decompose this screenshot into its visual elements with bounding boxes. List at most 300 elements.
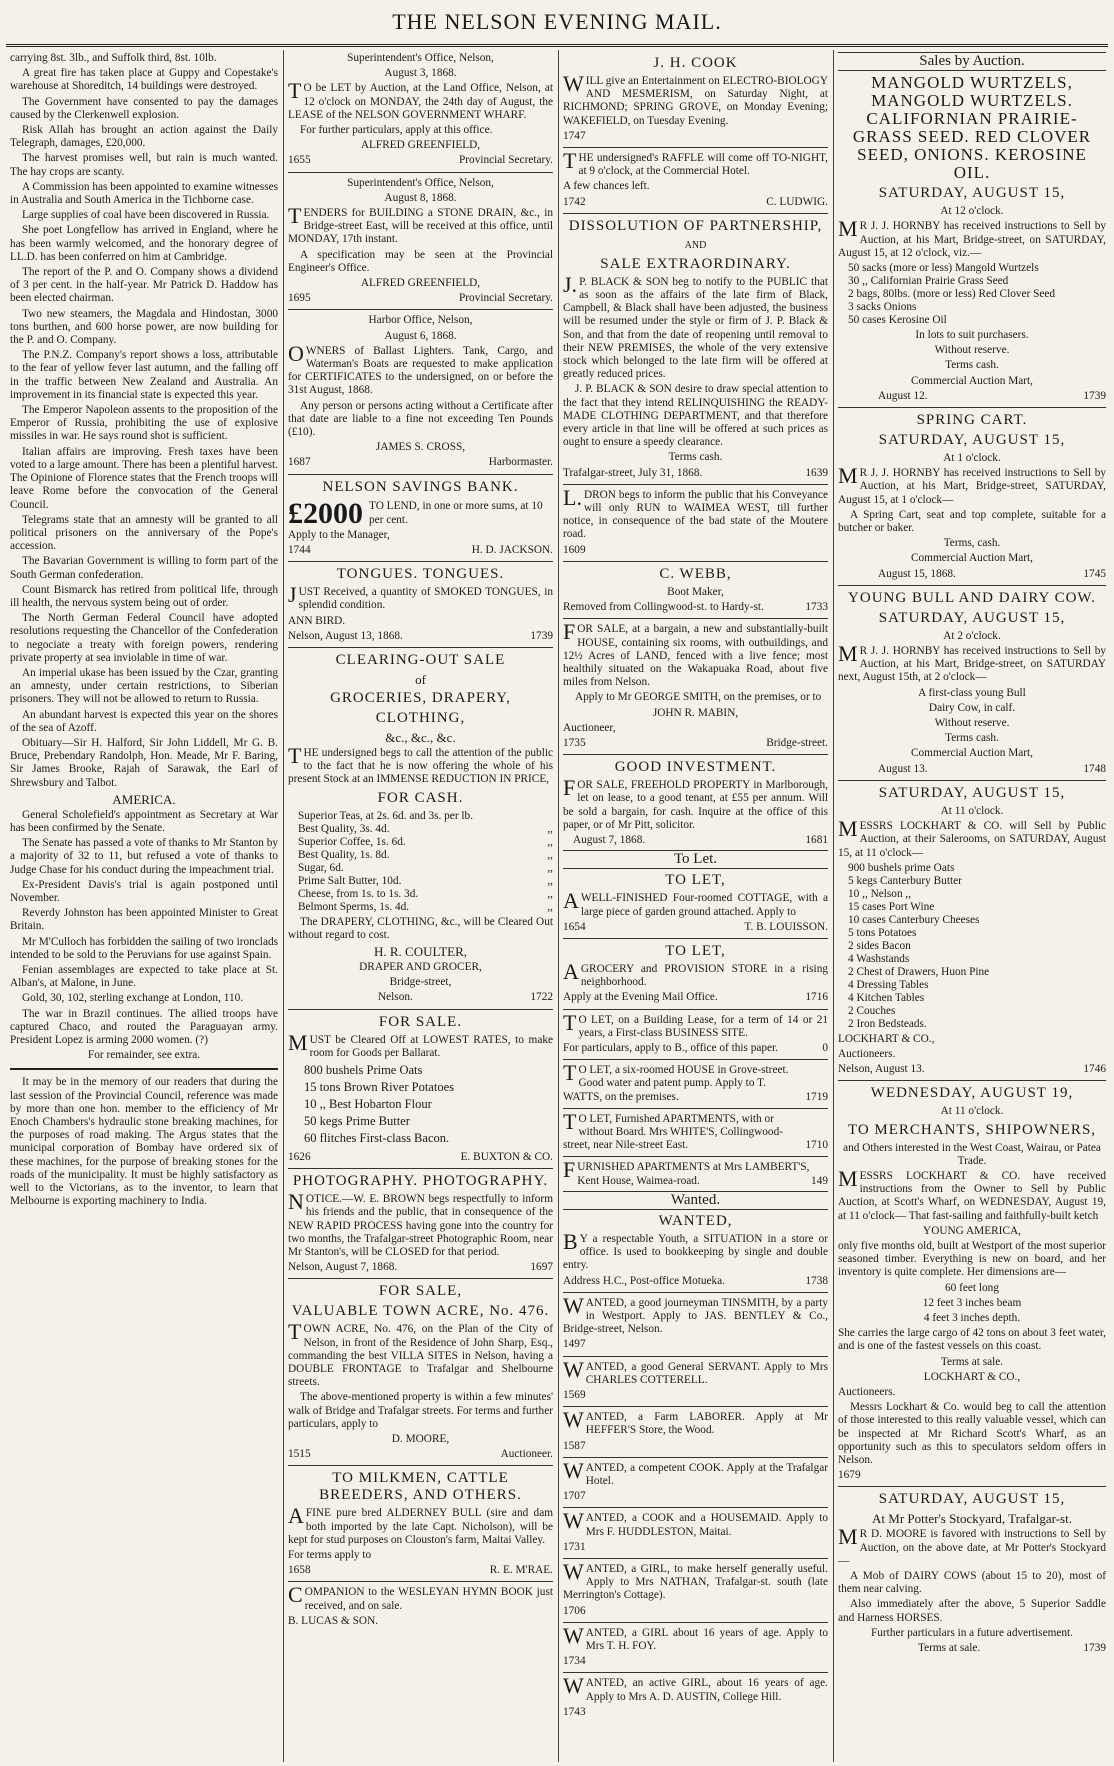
- ditto-mark: ,,: [547, 822, 553, 835]
- ad-number: 1706: [563, 1604, 586, 1617]
- ad-subheading: &c., &c., &c.: [385, 729, 456, 745]
- for-sale-ad: [288, 1014, 553, 1165]
- divider: [288, 1278, 553, 1279]
- ad-heading: TO LET,: [665, 942, 726, 959]
- sale-time: At 1 o'clock.: [943, 452, 1001, 465]
- editorial: It may be in the memory of our readers that during the last session of the Provincial Council, reference was made by more than one hon. member to the efficiency of Mr Enoch Chambers's hydraulic stone breaking machines, for the purposes of road making. The Argus states that the municipal corporation of Bombay have ordered six of these machines, for the purpose of breaking stones for the roads of the municipality. It must be highly satisfactory as well to the Victorians, as to the inventor, to learn that Melbourne is exporting machinery to India.: [10, 1076, 278, 1208]
- ad-body: MESSRS LOCKHART & CO. will Sell by Public Auction, at their Salerooms, on SATURDAY, August 15, at 11 o'clock—: [838, 816, 1106, 859]
- ad-number: 1748: [1083, 762, 1106, 775]
- news-item: The Government have consented to pay the damages caused by the Clerkenwell explosion.: [10, 95, 278, 121]
- lot-item: 2 Chest of Drawers, Huon Pine: [848, 965, 990, 978]
- photography-ad: [288, 1173, 553, 1274]
- ad-date: Trafalgar-street, July 31, 1868.: [563, 466, 703, 479]
- ad-date: August 8, 1868.: [384, 191, 457, 204]
- ad-subheading: FOR CASH.: [377, 789, 464, 806]
- ad-date: August 15, 1868.: [878, 567, 956, 580]
- ad-number: 1747: [563, 129, 586, 142]
- ad-number: 1716: [805, 991, 828, 1004]
- ad-signature: B. LUCAS & SON.: [288, 1614, 379, 1627]
- lot-item: 4 Dressing Tables: [848, 978, 929, 991]
- news-item: Fenian assemblages are expected to take place at St. Alban's, at Malone, in June.: [10, 964, 278, 990]
- lot-item: 3 sacks Onions: [848, 301, 917, 314]
- ad-body: MUST be Cleared Off at LOWEST RATES, to make room for Goods per Ballarat.: [288, 1029, 553, 1059]
- ad-body: AFINE pure bred ALDERNEY BULL (sire and dam both imported by the late Capt. Nicholson), will be kept for stud purposes on Clouston's farm, Maitai Valley.: [288, 1503, 553, 1546]
- harbor-ad: [288, 314, 553, 469]
- price-item: Sugar, 6d.: [298, 861, 344, 874]
- ad-number: 1745: [1083, 567, 1106, 580]
- news-item: Telegrams state that an amnesty will be granted to all political prisoners on the anniversary of the Pope's accession.: [10, 513, 278, 553]
- ad-body: TO LEND, in one or more sums, at 10 per cent.: [369, 500, 543, 526]
- ship-dimension: 4 feet 3 inches depth.: [923, 1311, 1021, 1324]
- ditto-mark: ,,: [547, 900, 553, 913]
- masthead: THE NELSON EVENING MAIL.: [392, 9, 722, 34]
- ad-terms: Terms cash.: [945, 732, 999, 745]
- lot-item: Also immediately after the above, 5 Superior Saddle and Harness HORSES.: [838, 1598, 1106, 1624]
- ad-mart: Commercial Auction Mart,: [910, 374, 1034, 387]
- ad-date: August 3, 1868.: [384, 67, 457, 80]
- ad-signature: C. LUDWIG.: [766, 195, 828, 208]
- ad-number: 1626: [288, 1150, 311, 1163]
- ketch-sale-ad: [838, 1085, 1106, 1482]
- lot-item: 2 bags, 80lbs. (more or less) Red Clover Seed: [848, 288, 1056, 301]
- ad-office: Superintendent's Office, Nelson,: [347, 52, 494, 64]
- ad-number: 0: [822, 1041, 828, 1054]
- divider: [288, 474, 553, 475]
- dissolution-ad: [563, 218, 828, 480]
- price-item: Prime Salt Butter, 10d.: [298, 874, 402, 887]
- divider: [288, 561, 553, 562]
- lot-item: 2 sides Bacon: [848, 939, 911, 952]
- wanted-ad: [563, 1673, 828, 1719]
- ad-body: MESSRS LOCKHART & CO. have received instructions from the Owner to Sell by Public Auction, at Scott's Wharf, on WEDNESDAY, August 19, at 11 o'clock— That fast-sailing and faithfully-built ketch: [838, 1165, 1106, 1222]
- ad-signature: LOCKHART & CO.,: [923, 1370, 1021, 1383]
- divider: [563, 1558, 828, 1559]
- ad-mart: Commercial Auction Mart,: [910, 747, 1034, 760]
- ad-body: TOWN ACRE, No. 476, on the Plan of the City of Nelson, in front of the Residence of John Sharp, Esq., commanding the best VILLA SITES in Nelson, having a DOUBLE FRONTAGE to Trafalgar and Shelbourne streets.: [288, 1319, 553, 1389]
- news-item: General Scholefield's appointment as Secretary at War has been confirmed by the Senate.: [10, 808, 278, 834]
- ad-number: 1738: [805, 1274, 828, 1287]
- price-item: Superior Coffee, 1s. 6d.: [298, 835, 406, 848]
- ad-heading: SPRING CART.: [916, 412, 1028, 429]
- ad-signature: H. R. COULTER,: [373, 943, 468, 959]
- furnished-apartments-ad: [563, 1157, 828, 1187]
- ad-number: 1497: [563, 1338, 586, 1351]
- ad-body: WANTED, a good General SERVANT. Apply to Mrs CHARLES COTTERELL.: [563, 1356, 828, 1386]
- column-rule: [283, 50, 284, 1762]
- sale-day: SATURDAY, AUGUST 15,: [878, 185, 1066, 202]
- ad-more: Without reserve.: [934, 344, 1010, 357]
- ad-more: Further particulars in a future advertisement.: [870, 1626, 1073, 1639]
- lot-item: A first-class young Bull: [918, 686, 1026, 699]
- ad-more: Apply to the Manager,: [288, 528, 390, 541]
- ad-heading: WANTED,: [658, 1213, 733, 1229]
- lot-item: 4 Washstands: [848, 952, 910, 965]
- divider: [563, 1622, 828, 1623]
- ad-date: August 6, 1868.: [384, 329, 457, 342]
- ad-body: WANTED, a GIRL, to make herself generally useful. Apply to Mrs NATHAN, Trafalgar-st. south (late Merrington's Cottage).: [563, 1559, 828, 1602]
- ad-body: AWELL-FINISHED Four-roomed COTTAGE, with a large piece of garden ground attached. Apply to: [563, 888, 828, 918]
- divider: [563, 754, 828, 755]
- divider: [563, 1059, 828, 1060]
- sale-day: SATURDAY, AUGUST 15,: [878, 432, 1066, 449]
- sale-time: At 11 o'clock.: [940, 1105, 1004, 1118]
- ad-subheading: of: [415, 671, 426, 687]
- ad-subheading: and Others interested in the West Coast, Wairau, or Patea Trade.: [843, 1141, 1101, 1167]
- lot-item: 5 kegs Canterbury Butter: [848, 874, 962, 887]
- ad-signature: ANN BIRD.: [288, 614, 346, 627]
- stock-item: 50 kegs Prime Butter: [304, 1113, 410, 1128]
- lot-item: 10 cases Canterbury Cheeses: [848, 913, 980, 926]
- ad-body: WANTED, a competent COOK. Apply at the Trafalgar Hotel.: [563, 1457, 828, 1488]
- divider: [563, 561, 828, 562]
- to-let-section-heading: To Let.: [563, 850, 828, 869]
- divider: [563, 1406, 828, 1407]
- ad-number: 149: [811, 1174, 828, 1187]
- divider: [563, 1507, 828, 1508]
- ad-heading: DISSOLUTION OF PARTNERSHIP,: [568, 217, 823, 234]
- column-ads-2: [288, 52, 553, 1760]
- ad-more: For particulars, apply to B., office of this paper.: [563, 1041, 779, 1054]
- ad-number: 1587: [563, 1439, 586, 1452]
- milkmen-ad: [288, 1470, 553, 1577]
- ad-title: Auctioneers.: [838, 1385, 896, 1398]
- ad-body: Removed from Collingwood-st. to Hardy-st.: [563, 601, 764, 614]
- news-item: The Senate has passed a vote of thanks to Mr Stanton by a majority of 32 to 11, but refused a vote of thanks to Judge Chase for his conduct during the impeachment trial.: [10, 837, 278, 876]
- cook-ad: [563, 55, 828, 143]
- ditto-mark: ,,: [547, 861, 553, 874]
- news-item: The Emperor Napoleon assents to the proposition of the Emperor of Russia, prohibiting the use of explosive missiles in war. He says round shot is sufficient.: [10, 404, 278, 443]
- divider: [10, 1068, 278, 1070]
- ad-body: WANTED, a COOK and a HOUSEMAID. Apply to Mrs F. HUDDLESTON, Maitai.: [563, 1508, 828, 1538]
- price-item: Superior Teas, at 2s. 6d. and 3s. per lb.: [298, 809, 474, 822]
- wanted-ad: [563, 1356, 828, 1403]
- ad-body: She carries the large cargo of 42 tons on about 3 feet water, and is one of the fastest vessels on this coast.: [838, 1327, 1106, 1353]
- ad-signature: H. D. JACKSON.: [471, 543, 553, 556]
- ditto-mark: ,,: [547, 874, 553, 887]
- to-let-store-ad: [563, 943, 828, 1005]
- ad-body: TO be LET by Auction, at the Land Office, Nelson, at 12 o'clock on MONDAY, the 24th day of August, the LEASE of the NELSON GOVERNMENT WHARF.: [288, 78, 553, 121]
- divider: [563, 484, 828, 485]
- ad-office: Superintendent's Office, Nelson,: [347, 176, 494, 189]
- lot-item: 900 bushels prime Oats: [848, 861, 955, 874]
- ad-signature: JAMES S. CROSS,: [375, 441, 466, 454]
- ad-heading: TONGUES. TONGUES.: [336, 566, 505, 583]
- ad-body: J. P. BLACK & SON desire to draw special attention to the fact that they intend RELINQUISHING the READY-MADE CLOTHING DEPARTMENT, and that therefore every article in that line will be offered at such prices as ought to ensure a speedy clearance.: [563, 383, 828, 449]
- ad-mart: Commercial Auction Mart,: [910, 552, 1034, 565]
- ad-number: 1609: [563, 543, 586, 556]
- divider: [288, 647, 553, 648]
- ad-number: 1735: [563, 736, 586, 749]
- lot-item: 30 ,, Californian Prairie Grass Seed: [848, 275, 1009, 288]
- raffle-ad: [563, 148, 828, 209]
- remainder-note: For remainder, see extra.: [87, 1049, 201, 1062]
- news-item: carrying 8st. 3lb., and Suffolk third, 8st. 10lb.: [10, 52, 217, 64]
- auctions-section-heading: Sales by Auction.: [838, 52, 1106, 71]
- bull-cow-ad: [838, 590, 1106, 776]
- ad-street: Bridge-street,: [389, 976, 452, 989]
- ad-trade: Boot Maker,: [667, 585, 724, 598]
- dairy-cows-sale-ad: [838, 1491, 1106, 1655]
- wanted-ad: [563, 1622, 828, 1669]
- ad-body: MR J. J. HORNBY has received instructions to Sell by Auction, at his Mart, Bridge-street, SATURDAY, August 15, at 1 o'clock—: [838, 463, 1106, 506]
- ad-more: For terms apply to: [288, 1549, 372, 1561]
- ditto-mark: ,,: [547, 835, 553, 848]
- ad-date: August 12.: [878, 389, 928, 402]
- wanted-ad: [563, 1559, 828, 1618]
- news-item: Reverdy Johnston has been appointed Minister to Great Britain.: [10, 907, 278, 933]
- ad-number: 1734: [563, 1655, 586, 1668]
- ship-name: YOUNG AMERICA,: [923, 1224, 1021, 1237]
- lot-item: Dairy Cow, in calf.: [928, 701, 1016, 714]
- masthead-rule: [6, 44, 1108, 47]
- lot-item: 4 Kitchen Tables: [848, 991, 925, 1004]
- ad-heading: PHOTOGRAPHY. PHOTOGRAPHY.: [292, 1173, 549, 1190]
- ship-dimension: 12 feet 3 inches beam: [922, 1296, 1022, 1309]
- ad-subheading: AND: [684, 239, 707, 251]
- news-item: The war in Brazil continues. The allied troops have captured Chaco, and routed the Paraguayan army. President Lopez is arming 2000 women. (?): [10, 1007, 278, 1047]
- news-item: The report of the P. and O. Company shows a dividend of 3 per cent. in the half-year. Mr Patrick D. Haddow has been elected chairman.: [10, 266, 278, 305]
- news-item: An imperial ukase has been issued by the Czar, granting an amnesty, under certain restrictions, to Siberian prisoners. They will not be allowed to return to Russia.: [10, 666, 278, 706]
- ad-body: THE undersigned begs to call the attention of the public to the fact that he is now offering the whole of his present Stock at an IMMENSE REDUCTION IN PRICE,: [288, 742, 553, 786]
- divider: [838, 780, 1106, 781]
- news-item: She poet Longfellow has arrived in England, where he has been warmly welcomed, and the honorary degree of LL.D. has been conferred on him at Cambridge.: [10, 224, 278, 263]
- lot-item: 2 Couches: [848, 1004, 896, 1017]
- sale-day: SATURDAY, AUGUST 15,: [878, 1491, 1066, 1508]
- clearing-sale-ad: [288, 652, 553, 1005]
- ad-body: MR J. J. HORNBY has received instructions to Sell by Auction, at his Mart, Bridge-street, on SATURDAY, August 15, at 12 o'clock, viz.—: [838, 216, 1106, 259]
- stock-list: [288, 1062, 553, 1147]
- ad-signature: ALFRED GREENFIELD,: [360, 139, 481, 152]
- ad-subheading: SALE EXTRAORDINARY.: [600, 255, 791, 272]
- ad-title: Provincial Secretary.: [459, 292, 553, 305]
- wanted-ad: [563, 1407, 828, 1453]
- ad-heading: CLEARING-OUT SALE: [335, 651, 506, 668]
- divider: [563, 1356, 828, 1357]
- ad-body: TO LET, on a Building Lease, for a term of 14 or 21 years, a First-class BUSINESS SITE.: [563, 1009, 828, 1039]
- news-item: The harvest promises well, but rain is much wanted. The hay crops are scanty.: [10, 152, 278, 178]
- ad-office: Harbor Office, Nelson,: [368, 314, 473, 327]
- ad-number: 1739: [530, 629, 553, 642]
- sale-time: At 11 o'clock.: [940, 804, 1004, 817]
- divider: [563, 938, 828, 939]
- ad-body: JUST Received, a quantity of SMOKED TONGUES, in splendid condition.: [288, 582, 553, 612]
- ad-number: 1569: [563, 1389, 586, 1402]
- ad-number: 1746: [1083, 1063, 1106, 1076]
- lot-item: 50 sacks (more or less) Mangold Wurtzels: [848, 262, 1039, 275]
- news-item: A Commission has been appointed to examine witnesses in Australia and South America in the Tichborne case.: [10, 180, 278, 207]
- ad-number: 1719: [805, 1090, 828, 1103]
- dron-ad: [563, 484, 828, 557]
- news-item: The P.N.Z. Company's report shows a loss, attributable to the fear of yellow fever last autumn, and the falling off in the traffic between New Zealand and Australia. An improvement in its financial state is expected this year.: [10, 349, 278, 401]
- lot-item: A Mob of DAIRY COWS (about 15 to 20), most of them near calving.: [838, 1570, 1106, 1596]
- stock-item: 60 flitches First-class Bacon.: [304, 1130, 450, 1145]
- ad-signature: R. E. M'RAE.: [489, 1564, 553, 1577]
- divider: [288, 1581, 553, 1582]
- ad-body: J.P. BLACK & SON beg to notify to the PUBLIC that as soon as the affairs of the late firm of Black, Campbell, & Black shall have been adjusted, the business will be resumed under the style or firm of J. P. Black & Son, and that from the date of reopening until removal to their NEW PREMISES, the whole of the very extensive stock which belonged to the late firm will be offered at greatly reduced prices.: [563, 271, 828, 381]
- house-sale-ad: [563, 619, 828, 750]
- divider: [288, 1168, 553, 1169]
- sale-time: At 12 o'clock.: [940, 205, 1004, 218]
- to-let-lease-ad: [563, 1009, 828, 1056]
- ad-number: 1739: [1083, 389, 1106, 402]
- wanted-ad: [563, 1508, 828, 1554]
- lockhart-sale-ad: [838, 785, 1106, 1076]
- divider: [563, 1108, 828, 1109]
- stock-item: 15 tons Brown River Potatoes: [304, 1079, 454, 1094]
- divider: [288, 172, 553, 173]
- ad-title: Auctioneers.: [838, 1047, 896, 1060]
- news-item: Count Bismarck has retired from political life, through ill health, the nervous system being out of order.: [10, 583, 278, 609]
- ad-body: TENDERS for BUILDING a STONE DRAIN, &c., in Bridge-street East, will be received at this office, until MONDAY, 17th instant.: [288, 203, 553, 246]
- ad-number: 1639: [805, 466, 828, 479]
- divider: [563, 1292, 828, 1293]
- divider: [838, 407, 1106, 408]
- lot-item: A Spring Cart, seat and top complete, suitable for a butcher or baker.: [838, 508, 1106, 535]
- news-item: The North German Federal Council have adopted resolutions requesting the Chancellor of the Confederation to negociate a treaty with foreign powers, rendering private property at sea inviolable in time of war.: [10, 612, 278, 664]
- ad-terms: Terms at sale.: [918, 1642, 981, 1655]
- ad-body: WANTED, a Farm LABORER. Apply at Mr HEFFER'S Store, the Wood.: [563, 1407, 828, 1437]
- sale-time: At 2 o'clock.: [943, 629, 1001, 642]
- news-item: The Bavarian Government is willing to form part of the South German confederation.: [10, 555, 278, 581]
- lot-item: 50 cases Kerosine Oil: [848, 314, 947, 327]
- divider: [563, 1009, 828, 1010]
- to-let-cottage-ad: [563, 872, 828, 934]
- price-item: Belmont Sperms, 1s. 4d.: [298, 900, 410, 913]
- ad-body: THE undersigned's RAFFLE will come off TO-NIGHT, at 9 o'clock, at the Commercial Hotel.: [563, 148, 828, 178]
- ad-terms: Terms cash.: [668, 451, 723, 464]
- divider: [288, 1465, 553, 1466]
- lot-list: [848, 862, 1106, 1031]
- ad-number: 1739: [1083, 1642, 1106, 1655]
- stock-item: 10 ,, Best Hobarton Flour: [304, 1096, 432, 1111]
- news-item: Ex-President Davis's trial is again postponed until November.: [10, 878, 278, 904]
- ad-subheading: CLOTHING,: [375, 709, 466, 726]
- news-item: Italian affairs are improving. Fresh taxes have been voted to a large amount. There has been a plentiful harvest. The Opinione of Florence states that the French troops will leave Rome before the convocation of the General Council.: [10, 445, 278, 511]
- sale-day: SATURDAY, AUGUST 15,: [878, 609, 1066, 626]
- ad-body: AGROCERY and PROVISION STORE in a rising neighborhood.: [563, 958, 828, 989]
- ad-body: WANTED, a GIRL about 16 years of age. Apply to Mrs T. H. FOY.: [563, 1622, 828, 1653]
- ad-heading: TO MERCHANTS, SHIPOWNERS,: [847, 1121, 1097, 1138]
- ad-body: TO LET, a six-roomed HOUSE in Grove-street. Good water and patent pump. Apply to T. WATTS, on the premises.: [563, 1060, 789, 1103]
- ad-body: COMPANION to the WESLEYAN HYMN BOOK just received, and on sale.: [288, 1582, 553, 1612]
- news-item: Risk Allah has brought an action against the Daily Telegraph, damages, £20,000.: [10, 124, 278, 150]
- stone-drain-ad: [288, 177, 553, 306]
- wanted-situation-ad: [563, 1213, 828, 1288]
- divider: [563, 213, 828, 214]
- ad-number: 1742: [563, 195, 586, 208]
- ad-body: FURNISHED APARTMENTS at Mrs LAMBERT'S, Kent House, Waimea-road.: [563, 1157, 810, 1187]
- america-heading: AMERICA.: [112, 791, 176, 807]
- investment-ad: [563, 759, 828, 847]
- town-acre-ad: [288, 1283, 553, 1461]
- ad-title: Auctioneer.: [500, 1448, 553, 1461]
- ad-signature: ALFRED GREENFIELD,: [360, 277, 481, 290]
- sale-day: SATURDAY, AUGUST 15,: [878, 784, 1066, 801]
- ad-more: For further particulars, apply at this office.: [300, 124, 493, 137]
- ad-body: OWNERS of Ballast Lighters. Tank, Cargo, and Waterman's Boats are requested to make application for CERTIFICATES to the undersigned, on or before the 31st August, 1868.: [288, 340, 553, 397]
- ad-body: MR J. J. HORNBY has received instructions to Sell by Auction, at his Mart, Bridge-street, on SATURDAY next, August 15th, at 2 o'clock—: [838, 641, 1106, 684]
- wanted-ad: [563, 1457, 828, 1504]
- ad-heading: C. WEBB,: [659, 565, 732, 582]
- ad-number: 1744: [288, 543, 311, 556]
- divider: [563, 1457, 828, 1458]
- ad-date: August 7, 1868.: [573, 833, 646, 846]
- ad-number: 1743: [563, 1705, 586, 1718]
- ad-number: 1658: [288, 1564, 311, 1577]
- ad-terms: Terms at sale.: [940, 1355, 1004, 1368]
- ad-heading: FOR SALE.: [378, 1013, 463, 1030]
- ad-heading: FOR SALE,: [378, 1283, 463, 1300]
- ad-number: 1697: [530, 1261, 553, 1274]
- divider: [838, 1486, 1106, 1487]
- column-rule: [833, 50, 834, 1762]
- ad-number: 1515: [288, 1448, 311, 1461]
- lot-item: 15 cases Port Wine: [848, 900, 935, 913]
- ad-number: 1731: [563, 1540, 586, 1553]
- ad-number: 1695: [288, 292, 311, 305]
- price-list: [298, 810, 553, 914]
- ad-body: MR D. MOORE is favored with instructions to Sell by Auction, on the above date, at Mr Potter's Stockyard—: [838, 1524, 1106, 1567]
- wanted-section-heading: Wanted.: [563, 1191, 828, 1210]
- lot-item: 10 ,, Nelson ,,: [848, 887, 912, 900]
- price-item: Best Quality, 1s. 8d.: [298, 848, 390, 861]
- ad-signature: LOCKHART & CO.,: [838, 1032, 935, 1045]
- ad-date: August 13.: [878, 762, 928, 775]
- ship-dimension: 60 feet long: [945, 1281, 999, 1294]
- divider: [288, 309, 553, 310]
- ad-title: Harbormaster.: [488, 456, 553, 469]
- ad-street: Bridge-street.: [766, 736, 828, 749]
- ditto-mark: ,,: [547, 848, 553, 861]
- ad-number: 1679: [838, 1469, 861, 1482]
- mangold-sale-ad: [838, 74, 1106, 403]
- ad-body: FOR SALE, at a bargain, a new and substantially-built HOUSE, containing six rooms, with outbuildings, and 12½ Acres of LAND, fenced with a live fence; most healthily situated on the Wakapuaka Road, about five miles from Nelson.: [563, 619, 828, 689]
- ad-note: Messrs Lockhart & Co. would beg to call the attention of those interested to this really valuable vessel, which can be inspected at Mr Richard Scott's Wharf, as an opportunity such as this to speculators seldom offers in Nelson.: [838, 1401, 1106, 1466]
- ad-body: WANTED, a good journeyman TINSMITH, by a party in Westport. Apply to JAS. BENTLEY & Co., Bridge-street, Nelson.: [563, 1292, 828, 1336]
- ad-number: 1733: [805, 601, 828, 614]
- ad-body: NOTICE.—W. E. BROWN begs respectfully to inform his friends and the public, that in consequence of the NEW RAPID PROCESS having gone into the country for two months, the Trafalgar-street Photographic Room, near Mr Stanton's, will be CLOSED for that period.: [288, 1189, 553, 1258]
- hymn-book-ad: [288, 1582, 553, 1628]
- ad-terms: Terms cash.: [945, 359, 999, 372]
- ad-number: 1722: [530, 991, 553, 1004]
- ad-terms: Terms, cash.: [943, 537, 1001, 550]
- ad-subheading: VALUABLE TOWN ACRE, No. 476.: [291, 1303, 550, 1320]
- divider: [288, 1009, 553, 1010]
- column-rule: [558, 50, 559, 1762]
- ad-body: WANTED, an active GIRL, about 16 years of age. Apply to Mrs A. D. AUSTIN, College Hill.: [563, 1673, 828, 1703]
- ad-heading: YOUNG BULL AND DAIRY COW.: [848, 589, 1096, 606]
- ad-heading: NELSON SAVINGS BANK.: [322, 478, 519, 495]
- ad-date: Nelson, August 7, 1868.: [288, 1261, 398, 1274]
- ad-heading: GOOD INVESTMENT.: [614, 759, 777, 776]
- news-item: Large supplies of coal have been discovered in Russia.: [22, 209, 270, 222]
- loan-amount: £2000: [288, 496, 363, 530]
- ad-town: Nelson.: [378, 991, 413, 1004]
- ad-number: 1654: [563, 920, 586, 933]
- ad-more: Any person or persons acting without a Certificate after that date are liable to a fine not exceeding Ten Pounds (£10).: [288, 399, 553, 439]
- ad-subheading: GROCERIES, DRAPERY,: [330, 689, 511, 706]
- news-item: Obituary—Sir H. Halford, Sir John Liddell, Mr G. B. Bruce, Prebendary Randolph, Hon. Meade, Mr F. Baring, Sir James Brooke, Rajah of Sarawak, the Earl of Shrewsbury and Talbot.: [10, 736, 278, 789]
- ditto-mark: ,,: [547, 887, 553, 900]
- divider: [563, 1672, 828, 1673]
- column-news: [10, 52, 278, 1760]
- ad-body: BY a respectable Youth, a SITUATION in a store or office. Is used to bookkeeping by single and double entry.: [563, 1229, 828, 1272]
- webb-ad: [563, 566, 828, 614]
- divider: [563, 147, 828, 148]
- news-item: Two new steamers, the Magdala and Hindostan, 3000 tons burthen, and 600 horse power, are now building for the P. and O. Company.: [10, 307, 278, 347]
- ad-body: L.DRON begs to inform the public that his Conveyance will only RUN to WAIMEA WEST, till further notice, in consequence of the bad state of the Moutere road.: [563, 484, 828, 541]
- news-item: Mr M'Culloch has forbidden the sailing of two ironclads intended to be sold to the Peruvians for use against Spain.: [10, 935, 278, 961]
